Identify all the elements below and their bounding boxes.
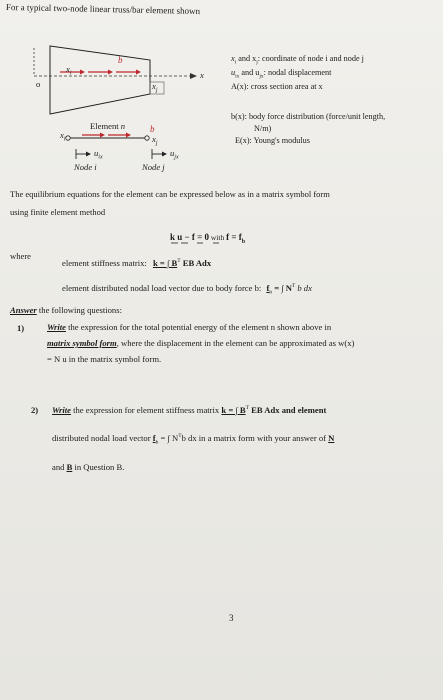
q2-line-2: distributed nodal load vector $f_b$ = ∫ $N^Tb$ dx in a matrix form with your answer of N (52, 432, 335, 446)
diagram-label-b: b (118, 55, 123, 65)
q2-line-3: and B in Question B. (52, 461, 125, 472)
node-i-label: Node i (74, 162, 97, 172)
node-xj-label: $x_j$ (152, 134, 158, 147)
node-j-circle (145, 136, 149, 140)
body-para-1: The equilibrium equations for the element can be expressed below as in a matrix symbol form (10, 189, 330, 199)
node-j-label: Node j (142, 162, 165, 172)
node-i-circle (66, 136, 70, 140)
diagram-label-xj: $x_j$ (152, 81, 158, 94)
diagram-axis-x: x (200, 70, 204, 80)
q2-line-1: Write the expression for element stiffness matrix k = ∫ $B^T$ EB Adx and element (52, 404, 327, 415)
title-rest: two-node linear truss/bar element shown (53, 3, 201, 17)
ujx-label: $u_{jx}$ (170, 148, 179, 161)
body-para-2: using finite element method (10, 207, 106, 217)
q1-line-3: = N u in the matrix symbol form. (47, 353, 162, 364)
uix-label: $u_{ix}$ (94, 148, 103, 161)
legend-youngs: E(x): Young's modulus (235, 136, 310, 145)
diagram-label-b2: b (150, 124, 155, 134)
legend-displacement: $u_{ix}$ and $u_{jx}$: nodal displacement (231, 68, 332, 80)
title-prefix: For a typical (5, 2, 54, 13)
load-vector-line: element distributed nodal load vector due to body force b: $f_b$ = ∫ $N^T$ b dx (62, 282, 312, 296)
legend-coordinates: $x_i$ and $x_j$: coordinate of node i and node j (231, 54, 364, 66)
x-axis-arrowhead (190, 73, 197, 79)
node-xi-label: $x_i$ (60, 130, 66, 143)
q1-number: 1) (17, 323, 25, 333)
where-label: where (10, 251, 31, 261)
legend-body-force: b(x): body force distribution (force/unit length, (231, 112, 386, 121)
equation-main: k u − f = 0 with $f = f_b$ (170, 232, 246, 245)
stiffness-matrix-line: element stiffness matrix: k = ∫ $B^T$ EB Adx (62, 257, 212, 268)
diagram-label-xi: $x_i$ (66, 64, 72, 77)
q2-number: 2) (31, 405, 39, 415)
element-label: Element n (90, 121, 126, 131)
page-number: 3 (229, 613, 234, 623)
legend-body-force-units: N/m) (254, 124, 272, 133)
question-1 (47, 323, 427, 365)
element-shape (50, 46, 150, 114)
question-2 (52, 405, 432, 473)
answer-heading: Answer the following questions: (10, 305, 122, 315)
stiffness-equation: k = ∫ B (152, 257, 178, 268)
q1-line-2: matrix symbol form, where the displacement in the element can be approximated as w(x) (47, 337, 355, 348)
legend-area: A(x): cross section area at x (231, 82, 323, 91)
diagram-label-o: o (36, 79, 41, 89)
q1-line-1: Write the expression for the total potential energy of the element n shown above in (47, 322, 332, 332)
